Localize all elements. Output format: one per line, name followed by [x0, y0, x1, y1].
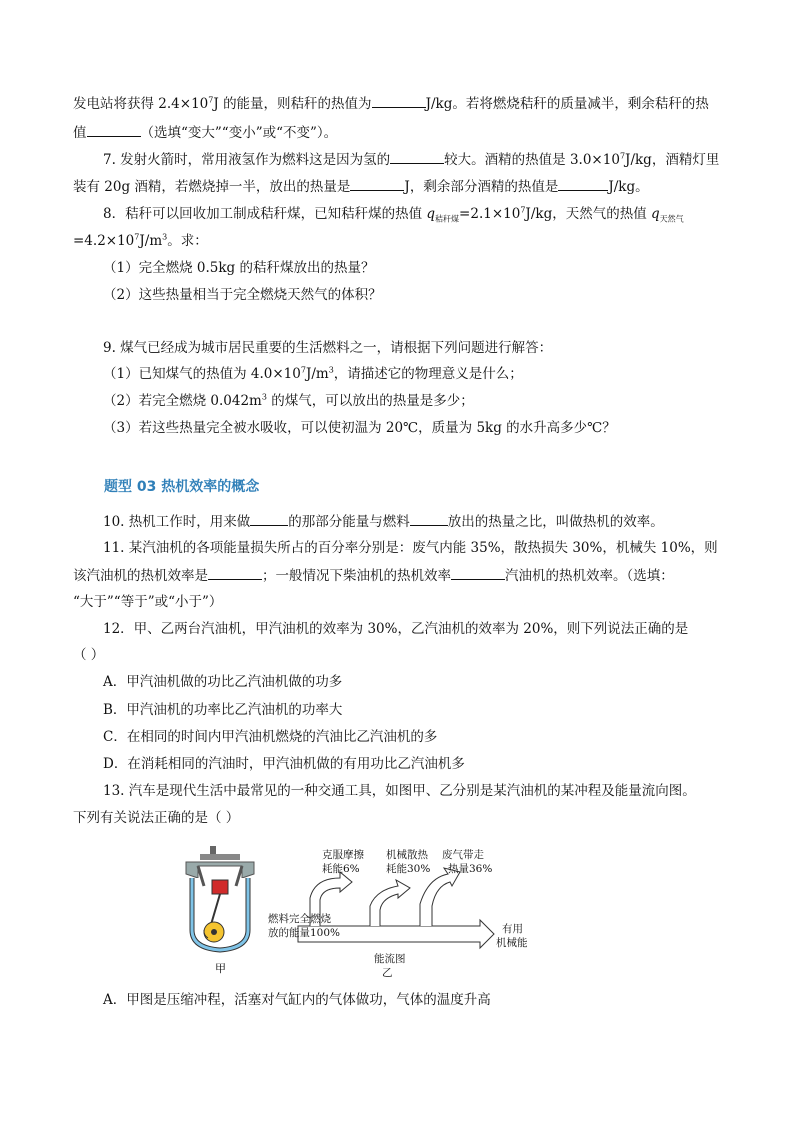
text-line [73, 231, 208, 251]
answer-blank [410, 511, 448, 526]
answer-blank [350, 176, 404, 191]
text: J，剩余部分酒精的热值是 [404, 179, 559, 195]
superscript: 3 [162, 232, 168, 242]
superscript: 7 [208, 95, 214, 105]
question-13: 13. 汽车是现代生活中最常见的一种交通工具，如图甲、乙分别是某汽油机的某冲程及能量流向图。 [103, 783, 696, 799]
sub-question: （3）若这些热量完全被水吸收，可以使初温为 20℃，质量为 5kg 的水升高多少℃？ [103, 420, 616, 436]
text-line [73, 176, 649, 197]
answer-blank [451, 565, 505, 580]
text: J/m [305, 366, 329, 382]
symbol-q: q [651, 206, 660, 222]
text: ，请描述它的物理意义是什么； [333, 366, 523, 382]
text: 10. 热机工作时，用来做 [103, 514, 251, 530]
text-line [73, 565, 674, 586]
text: J/kg，酒精灯里 [625, 152, 720, 168]
text: 8．秸秆可以回收加工制成秸秆煤，已知秸秆煤的热值 [103, 206, 427, 222]
loss3-label-a: 废气带走 [442, 849, 484, 861]
subscript: 天然气 [659, 214, 684, 224]
option-d: D．在消耗相同的汽油时，甲汽油机做的有用功比乙汽油机多 [103, 756, 465, 772]
text: =4.2×10 [73, 233, 135, 249]
question-12: 12．甲、乙两台汽油机，甲汽油机的效率为 30%，乙汽油机的效率为 20%，则下列说法正确的是 [103, 621, 689, 637]
output-label-b: 机械能 [496, 937, 528, 949]
text: J 的能量，则秸秆的热值为 [213, 96, 372, 112]
text-line: “大于”“等于”或“小于”） [73, 594, 223, 610]
subscript: 秸秆煤 [435, 214, 460, 224]
superscript: 7 [619, 151, 626, 161]
answer-blank [208, 565, 262, 580]
text-line [73, 93, 709, 114]
text: （1）已知煤气的热值为 4.0×10 [103, 366, 301, 382]
text: 7. 发射火箭时，常用液氢作为燃料这是因为氢的 [103, 152, 391, 168]
text: 的煤气，可以放出的热量是多少； [266, 393, 474, 409]
section-heading: 题型 03 热机效率的概念 [104, 479, 260, 495]
answer-blank [390, 149, 444, 164]
input-label-b: 放的能量100% [268, 927, 341, 939]
sub-question: （2）这些热量相当于完全燃烧天然气的体积？ [103, 287, 382, 303]
text: J/kg。若将燃烧秸秆的质量减半，剩余秸秆的热 [425, 96, 709, 112]
answer-blank [372, 93, 426, 108]
text: （选填“变大”“变小”或“不变”）。 [140, 125, 338, 141]
text: 装有 20g 酒精，若燃烧掉一半，放出的热量是 [73, 179, 351, 195]
text: 发电站将获得 2.4×10 [73, 96, 209, 112]
option-c: C．在相同的时间内甲汽油机燃烧的汽油比乙汽油机的多 [103, 729, 438, 745]
answer-blank [250, 511, 288, 526]
superscript: 3 [328, 365, 334, 375]
input-label-a: 燃料完全燃烧 [268, 913, 331, 925]
engine-figure [180, 838, 540, 978]
text: =2.1×10 [459, 206, 521, 222]
option-a: A．甲汽油机做的功比乙汽油机做的功多 [103, 674, 343, 690]
flow-title: 能流图 [374, 953, 406, 965]
text-line: （ ） [73, 647, 105, 663]
fig-label-yi: 乙 [382, 967, 393, 978]
text: J/kg。 [608, 179, 649, 195]
sub-question [103, 391, 474, 411]
engine-diagram [186, 846, 254, 950]
answer-blank [87, 122, 141, 137]
text: 较大。酒精的热值是 3.0×10 [444, 152, 620, 168]
loss1-label-a: 克服摩擦 [322, 849, 364, 861]
text: （2）若完全燃烧 0.042m [103, 393, 262, 409]
text: J/m [139, 233, 163, 249]
option-a: A．甲图是压缩冲程，活塞对气缸内的气体做功，气体的温度升高 [103, 992, 491, 1008]
output-label-a: 有用 [502, 923, 523, 935]
text: 值 [73, 125, 87, 141]
text: 汽油机的热机效率。（选填： [505, 568, 674, 584]
text: J/kg，天然气的热值 [525, 206, 651, 222]
superscript: 7 [134, 232, 140, 242]
text: 的那部分能量与燃料 [288, 514, 410, 530]
text-line [73, 122, 337, 143]
superscript: 7 [520, 205, 526, 215]
text: 该汽油机的热机效率是 [73, 568, 208, 584]
question-7 [103, 149, 719, 170]
symbol-q: q [426, 206, 436, 222]
loss1-label-b: 耗能6% [322, 863, 360, 875]
option-b: B．甲汽油机的功率比乙汽油机的功率大 [103, 702, 343, 718]
text: ；一般情况下柴油机的热机效率 [262, 568, 451, 584]
loss2-label-b: 耗能30% [386, 863, 431, 875]
sub-question: （1）完全燃烧 0.5kg 的秸秆煤放出的热量？ [103, 260, 375, 276]
loss2-label-a: 机械散热 [386, 849, 428, 861]
sub-question [103, 364, 523, 384]
text: 。求： [167, 233, 208, 249]
superscript: 7 [300, 365, 306, 375]
text: 放出的热量之比，叫做热机的效率。 [447, 514, 664, 530]
question-10 [103, 511, 664, 532]
question-9: 9. 煤气已经成为城市居民重要的生活燃料之一，请根据下列问题进行解答： [103, 340, 553, 356]
fig-label-jia: 甲 [215, 962, 226, 975]
answer-blank [558, 176, 608, 191]
superscript: 3 [261, 392, 267, 402]
text-line: 下列有关说法正确的是（ ） [73, 810, 240, 826]
question-11: 11. 某汽油机的各项能量损失所占的百分率分别是：废气内能 35%，散热损失 30%，机械失 10%，则 [103, 540, 718, 556]
question-8 [103, 204, 684, 224]
loss3-label-b: 热量36% [448, 863, 493, 875]
